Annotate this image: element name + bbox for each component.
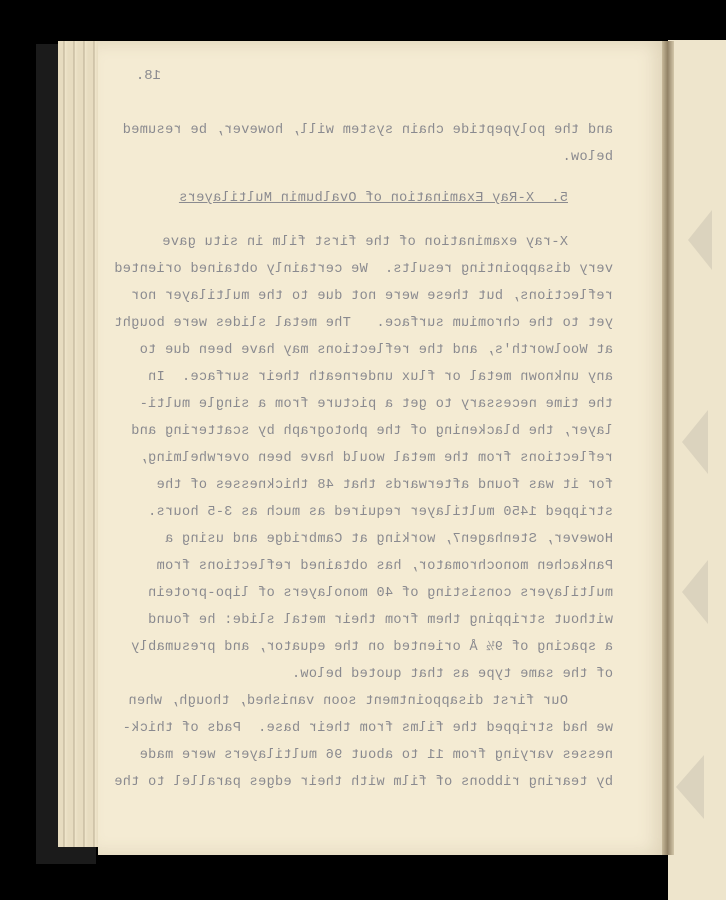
text-line: at Woolworth's, and the reflections may have been due to xyxy=(139,343,613,358)
text-line: Pankachen monochromator, has obtained reflections from xyxy=(156,559,613,574)
text-line: below. xyxy=(562,150,613,165)
section-heading: 5. X-Ray Examination of Ovalbumin Multilayers xyxy=(178,191,568,206)
text-line: a spacing of 9½ Å oriented on the equator, and presumably xyxy=(130,640,613,655)
text-line: by tearing ribbons of film with their edges parallel to the xyxy=(114,775,613,790)
text-line: However, Stenhagen7, working at Cambridge and using a xyxy=(164,532,613,547)
text-line: and the polypeptide chain system will, however, be resumed xyxy=(122,123,613,138)
text-line: reflections from the metal would have been overwhelming, xyxy=(139,451,613,466)
text-line: multilayers consisting of 40 monolayers of lipo-protein xyxy=(147,586,613,601)
text-line: nesses varying from 11 to about 96 multilayers were made xyxy=(139,748,613,763)
text-line: yet to the chromium surface. The metal slides were bought xyxy=(114,316,613,331)
text-line: any unknown metal or flux underneath their surface. In xyxy=(147,370,613,385)
text-line: we had stripped the films from their base. Pads of thick- xyxy=(122,721,613,736)
text-line: of the same type as that quoted below. xyxy=(291,667,613,682)
text-line: layer, the blackening of the photograph by scattering and xyxy=(130,424,613,439)
text-line: for it was found afterwards that 48 thicknesses of the xyxy=(156,478,613,493)
text-line: the time necessary to get a picture from a single multi- xyxy=(139,397,613,412)
text-line: very disappointing results. We certainly obtained oriented xyxy=(114,262,613,277)
text-line: stripped 1450 multilayer required as much as 3-5 hours. xyxy=(147,505,613,520)
page-number: 18. xyxy=(135,68,161,84)
text-line: X-ray examination of the first film in situ gave xyxy=(162,235,568,250)
text-line: without stripping them from their metal slide: he found xyxy=(147,613,613,628)
text-line: Our first disappointment soon vanished, though, when xyxy=(128,694,568,709)
text-line: reflections, but these were not due to the multilayer nor xyxy=(130,289,613,304)
